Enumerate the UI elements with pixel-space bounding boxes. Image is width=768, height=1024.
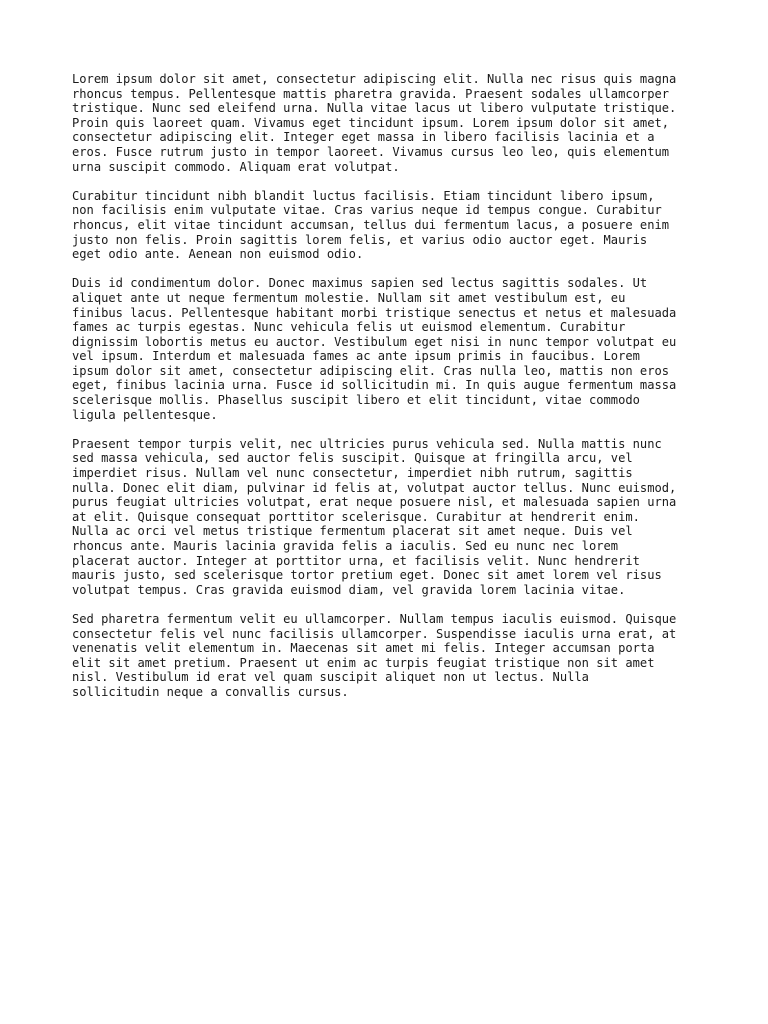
paragraph-1: Lorem ipsum dolor sit amet, consectetur adipiscing elit. Nulla nec risus quis magna rhoncus tempus. Pellentesque mattis pharetra gravida. Praesent sodales ullamcorper tristique. Nunc sed eleifend urna. Nulla vitae lacus ut libero vulputate tristique. Proin quis laoreet quam. Vivamus eget tincidunt ipsum. Lorem ipsum dolor sit amet, consectetur adipiscing elit. Integer eget massa in libero facilisis lacinia et a eros. Fusce rutrum justo in tempor laoreet. Vivamus cursus leo leo, quis elementum urna suscipit commodo. Aliquam erat volutpat.	[72, 72, 677, 174]
paragraph-5: Sed pharetra fermentum velit eu ullamcorper. Nullam tempus iaculis euismod. Quisque consectetur felis vel nunc facilisis ullamcorper. Suspendisse iaculis urna erat, at venenatis velit elementum in. Maecenas sit amet mi felis. Integer accumsan porta elit sit amet pretium. Praesent ut enim ac turpis feugiat tristique non sit amet nisl. Vestibulum id erat vel quam suscipit aliquet non ut lectus. Nulla sollicitudin neque a convallis cursus.	[72, 611, 677, 699]
paragraph-4: Praesent tempor turpis velit, nec ultricies purus vehicula sed. Nulla mattis nunc sed massa vehicula, sed auctor felis suscipit. Quisque at fringilla arcu, vel imperdiet risus. Nullam vel nunc consectetur, imperdiet nibh rutrum, sagittis nulla. Donec elit diam, pulvinar id felis at, volutpat auctor tellus. Nunc euismod, purus feugiat ultricies volutpat, erat neque posuere nisl, et malesuada sapien urna at elit. Quisque consequat porttitor scelerisque. Curabitur at hendrerit enim. Nulla ac orci vel metus tristique fermentum placerat sit amet neque. Duis vel rhoncus ante. Mauris lacinia gravida felis a iaculis. Sed eu nunc nec lorem placerat auctor. Integer at porttitor urna, et facilisis velit. Nunc hendrerit mauris justo, sed scelerisque tortor pretium eget. Donec sit amet lorem vel risus volutpat tempus. Cras gravida euismod diam, vel gravida lorem lacinia vitae.	[72, 436, 677, 597]
paragraph-3: Duis id condimentum dolor. Donec maximus sapien sed lectus sagittis sodales. Ut aliquet ante ut neque fermentum molestie. Nullam sit amet vestibulum est, eu finibus lacus. Pellentesque habitant morbi tristique senectus et netus et malesuada fames ac turpis egestas. Nunc vehicula felis ut euismod elementum. Curabitur dignissim lobortis metus eu auctor. Vestibulum eget nisi in nunc tempor volutpat eu vel ipsum. Interdum et malesuada fames ac ante ipsum primis in faucibus. Lorem ipsum dolor sit amet, consectetur adipiscing elit. Cras nulla leo, mattis non eros eget, finibus lacinia urna. Fusce id sollicitudin mi. In quis augue fermentum massa scelerisque mollis. Phasellus suscipit libero et elit tincidunt, vitae commodo ligula pellentesque.	[72, 276, 677, 422]
paragraph-2: Curabitur tincidunt nibh blandit luctus facilisis. Etiam tincidunt libero ipsum, non facilisis enim vulputate vitae. Cras varius neque id tempus congue. Curabitur rhoncus, elit vitae tincidunt accumsan, tellus dui fermentum lacus, a posuere enim justo non felis. Proin sagittis lorem felis, et varius odio auctor eget. Mauris eget odio ante. Aenean non euismod odio.	[72, 188, 670, 262]
document-page	[72, 72, 712, 714]
